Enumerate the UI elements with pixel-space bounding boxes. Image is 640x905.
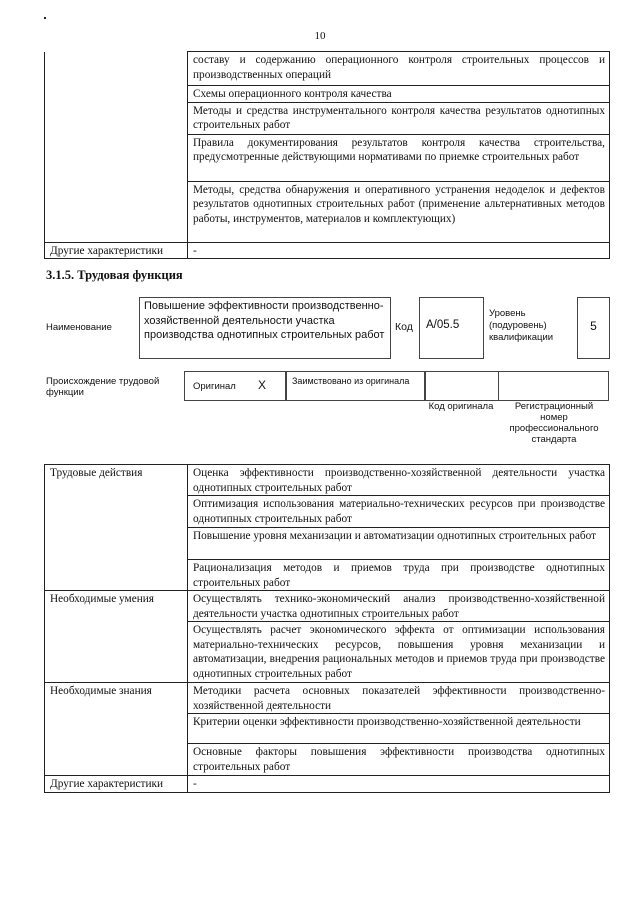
name-label: Наименование — [46, 322, 112, 333]
knowledge-cell: Основные факторы повышения эффективности производства однотипных строительных работ — [188, 744, 610, 776]
label-required-knowledge: Необходимые знания — [45, 683, 188, 776]
borrowed-label: Заимствовано из оригинала — [292, 376, 410, 386]
knowledge-cell: Методики расчета основных показателей эффективности производственно-хозяйственной деятельности — [188, 683, 610, 714]
code-value: А/05.5 — [426, 319, 460, 331]
scan-dot — [44, 17, 46, 19]
continued-knowledge-table — [44, 51, 610, 259]
labor-action-cell: Оптимизация использования материально-технических ресурсов при производстве однотипных строительных работ — [188, 496, 610, 528]
label-required-skills: Необходимые умения — [45, 591, 188, 683]
name-box — [139, 297, 391, 359]
section-heading: 3.1.5. Трудовая функция — [46, 268, 183, 282]
code-original-box — [425, 371, 499, 401]
table1-label-empty — [45, 52, 188, 243]
labor-action-cell: Рационализация методов и приемов труда при производстве однотипных строительных работ — [188, 560, 610, 591]
code-label: Код — [395, 321, 413, 333]
table1-cell: составу и содержанию операционного контроля строительных процессов и производственных операций — [188, 52, 610, 86]
skill-cell: Осуществлять расчет экономического эффекта от оптимизации использования материально-технических ресурсов, повышения уровня механизации и автоматизации, внедрения рациональных методов и приемов труда при производстве однотипных строительных работ — [188, 622, 610, 683]
origin-label: Происхождение трудовой функции — [46, 376, 160, 398]
table1-label-other: Другие характеристики — [45, 242, 188, 259]
reg-number-box — [499, 371, 609, 401]
borrowed-box — [286, 371, 425, 401]
skill-cell: Осуществлять технико-экономический анализ производственно-хозяйственной деятельности участка однотипных строительных работ — [188, 591, 610, 622]
original-label: Оригинал — [193, 381, 236, 392]
table1-cell: Методы и средства инструментального контроля качества результатов однотипных строительных работ — [188, 102, 610, 134]
level-value: 5 — [590, 319, 597, 333]
code-box — [419, 297, 484, 359]
reg-number-caption: Регистрационный номер профессионального стандарта — [509, 401, 599, 445]
table1-cell: Правила документирования результатов контроля качества строительства, предусмотренные действующими нормативами по приемке строительных работ — [188, 134, 610, 181]
label-labor-actions: Трудовые действия — [45, 465, 188, 591]
table1-cell: Методы, средства обнаружения и оперативного устранения недоделок и дефектов результатов однотипных строительных работ (применение альтернативных методов работы, инструментов, материалов и комплектующих) — [188, 181, 610, 242]
name-value: Повышение эффективности производственно-хозяйственной деятельности участка производства однотипных строительных работ — [144, 300, 385, 341]
labor-action-cell: Повышение уровня механизации и автоматизации однотипных строительных работ — [188, 528, 610, 560]
original-mark: X — [258, 378, 267, 392]
knowledge-cell: Критерии оценки эффективности производственно-хозяйственной деятельности — [188, 714, 610, 744]
original-box — [184, 371, 286, 401]
other-characteristics-dash: - — [188, 776, 610, 793]
labor-action-cell: Оценка эффективности производственно-хозяйственной деятельности участка однотипных строительных работ — [188, 465, 610, 496]
table1-cell-dash: - — [188, 242, 610, 259]
function-details-table — [44, 464, 610, 793]
label-other-characteristics: Другие характеристики — [45, 776, 188, 793]
page-number: 10 — [314, 30, 326, 42]
table1-cell: Схемы операционного контроля качества — [188, 86, 610, 103]
code-original-caption: Код оригинала — [428, 401, 494, 412]
level-box — [577, 297, 610, 359]
level-label: Уровень (подуровень) квалификации — [489, 308, 554, 343]
